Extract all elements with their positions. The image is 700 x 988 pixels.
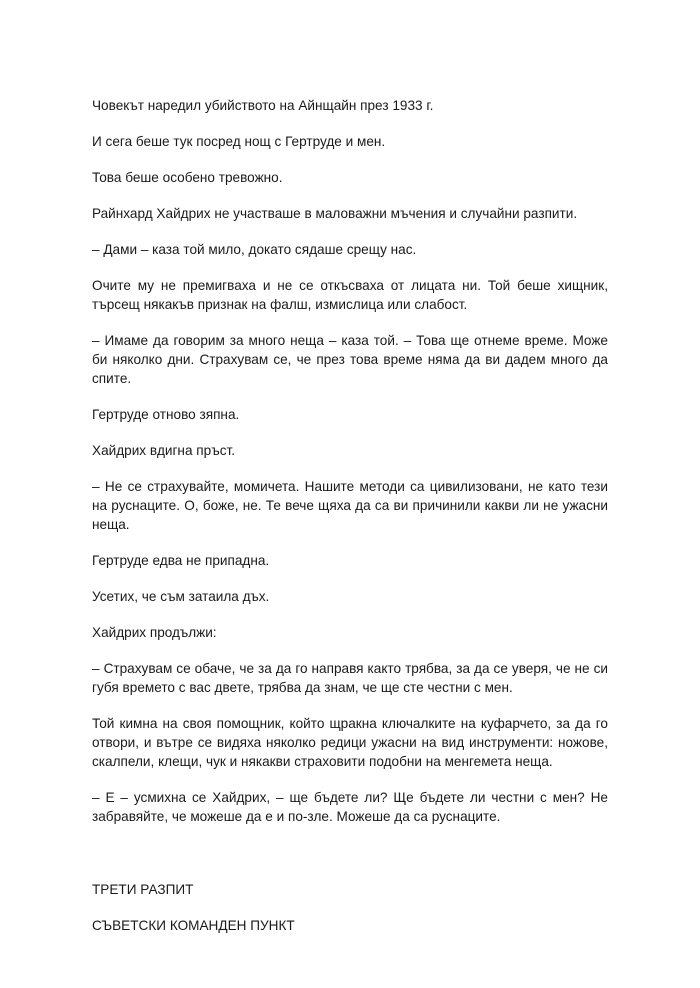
paragraph-8: Гертруде отново зяпна.	[92, 407, 240, 422]
paragraph-16: – Е – усмихна се Хайдрих, – ще бъдете ли? Ще бъдете ли честни с мен? Не забравяйте, че можеше да е и по-зле. Можеше да са руснаците.	[92, 790, 608, 824]
paragraph-10: – Не се страхувайте, момичета. Нашите методи са цивилизовани, не като тези на руснаците. О, боже, не. Те вече щяха да са ви причинили какви ли не ужасни неща.	[92, 479, 608, 532]
paragraph-9: Хайдрих вдигна пръст.	[92, 443, 235, 458]
paragraph-4: Райнхард Хайдрих не участваше в маловажни мъчения и случайни разпити.	[92, 206, 578, 221]
paragraph-6: Очите му не премигваха и не се откъсваха от лицата ни. Той беше хищник, търсещ някакъв признак на фалш, измислица или слабост.	[92, 278, 608, 312]
paragraph-14: – Страхувам се обаче, че за да го направя както трябва, за да се уверя, че не си губя времето с вас двете, трябва да знам, че ще сте честни с мен.	[92, 661, 608, 695]
section-title: ТРЕТИ РАЗПИТ	[92, 882, 194, 897]
section-subtitle: СЪВЕТСКИ КОМАНДЕН ПУНКТ	[92, 918, 295, 933]
paragraph-15: Той кимна на своя помощник, който щракна ключалките на куфарчето, за да го отвори, и вътре се видяха няколко редици ужасни на вид инструменти: ножове, скалпели, клещи, чук и някакви страховити подобни на менгемета неща.	[92, 716, 608, 769]
section-spacer	[92, 843, 608, 880]
paragraph-12: Усетих, че съм затаила дъх.	[92, 589, 270, 604]
paragraph-13: Хайдрих продължи:	[92, 625, 217, 640]
paragraph-3: Това беше особено тревожно.	[92, 170, 283, 185]
paragraph-11: Гертруде едва не припадна.	[92, 553, 270, 568]
paragraph-7: – Имаме да говорим за много неща – каза той. – Това ще отнеме време. Може би няколко дни. Страхувам се, че през това време няма да ви дадем много да спите.	[92, 333, 608, 386]
paragraph-5: – Дами – каза той мило, докато сядаше срещу нас.	[92, 242, 417, 257]
paragraph-2: И сега беше тук посред нощ с Гертруде и мен.	[92, 134, 386, 149]
paragraph-1: Човекът наредил убийството на Айнщайн през 1933 г.	[92, 98, 434, 113]
document-body	[92, 96, 608, 952]
